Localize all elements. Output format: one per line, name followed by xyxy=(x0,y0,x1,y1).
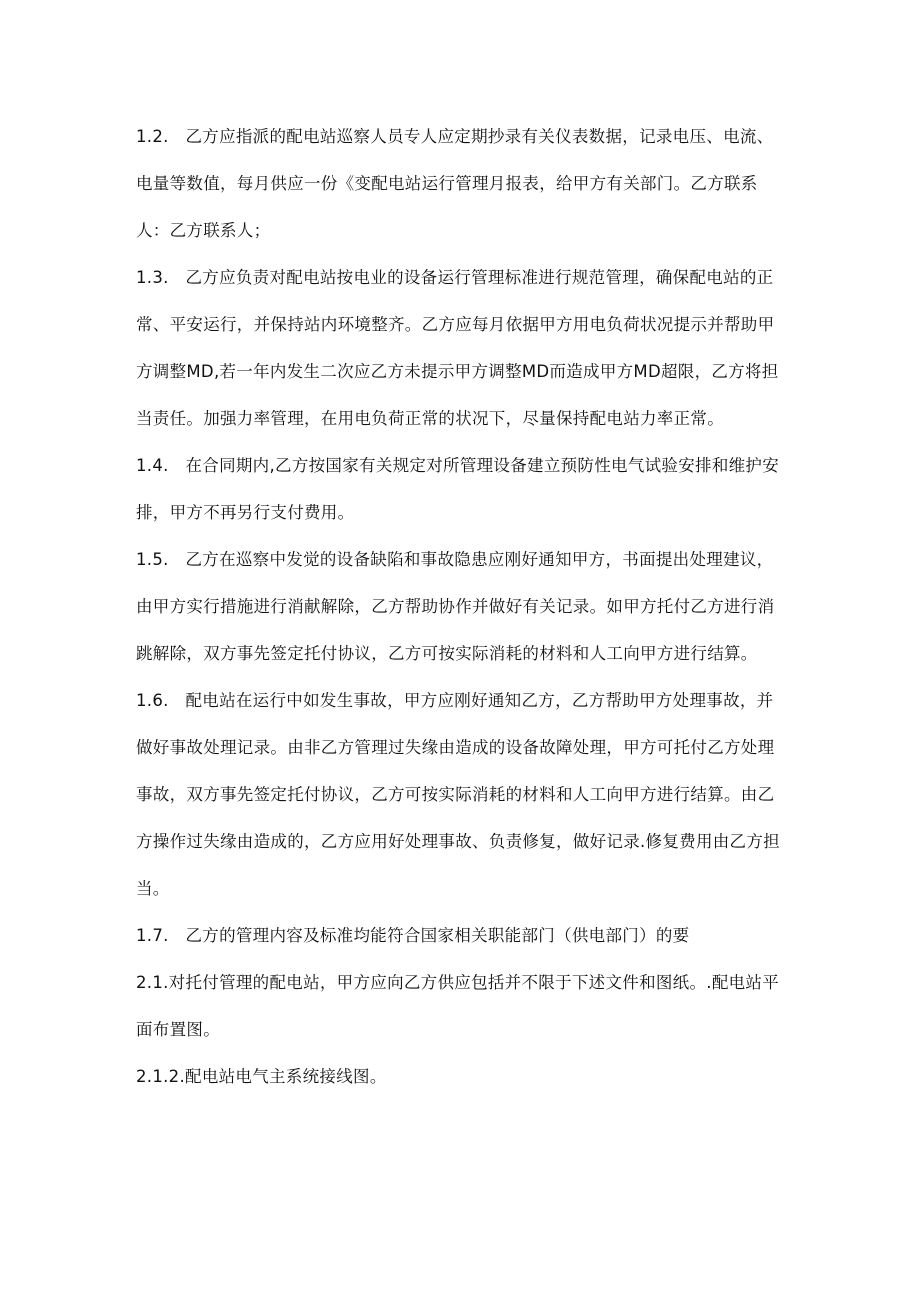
clause-1-3: 1.3. 乙方应负责对配电站按电业的设备运行管理标准进行规范管理，确保配电站的正常、平安运行，并保持站内环境整齐。乙方应每月依据甲方用电负荷状况提示并帮助甲方调整MD,若一年内发生二次应乙方未提示甲方调整MD而造成甲方MD超限，乙方将担当责任。加强力率管理，在用电负荷正常的状况下，尽量保持配电站力率正常。 xyxy=(136,268,779,428)
clause-1-4: 1.4. 在合同期内,乙方按国家有关规定对所管理设备建立预防性电气试验安排和维护安排，甲方不再另行支付费用。 xyxy=(136,456,780,522)
clause-2-1: 2.1.对托付管理的配电站，甲方应向乙方供应包括并不限于下述文件和图纸。.配电站平面布置图。 xyxy=(136,973,780,1039)
clause-1-2: 1.2. 乙方应指派的配电站巡察人员专人应定期抄录有关仪表数据，记录电压、电流、电量等数值，每月供应一份《变配电站运行管理月报表，给甲方有关部门。乙方联系人：乙方联系人； xyxy=(136,127,774,240)
clause-1-5: 1.5. 乙方在巡察中发觉的设备缺陷和事故隐患应刚好通知甲方，书面提出处理建议，由甲方实行措施进行消献解除，乙方帮助协作并做好有关记录。如甲方托付乙方进行消跳解除，双方事先签定托付协议，乙方可按实际消耗的材料和人工向甲方进行结算。 xyxy=(136,550,775,663)
document-body xyxy=(136,113,786,1100)
clause-1-7: 1.7. 乙方的管理内容及标准均能符合国家相关职能部门（供电部门）的要 xyxy=(136,926,690,945)
clause-2-1-2: 2.1.2.配电站电气主系统接线图。 xyxy=(136,1067,387,1086)
clause-1-6: 1.6. 配电站在运行中如发生事故，甲方应刚好通知乙方，乙方帮助甲方处理事故，并做好事故处理记录。由非乙方管理过失缘由造成的设备故障处理，甲方可托付乙方处理事故，双方事先签定托付协议，乙方可按实际消耗的材料和人工向甲方进行结算。由乙方操作过失缘由造成的，乙方应用好处理事故、负责修复，做好记录.修复费用由乙方担当。 xyxy=(136,691,780,898)
